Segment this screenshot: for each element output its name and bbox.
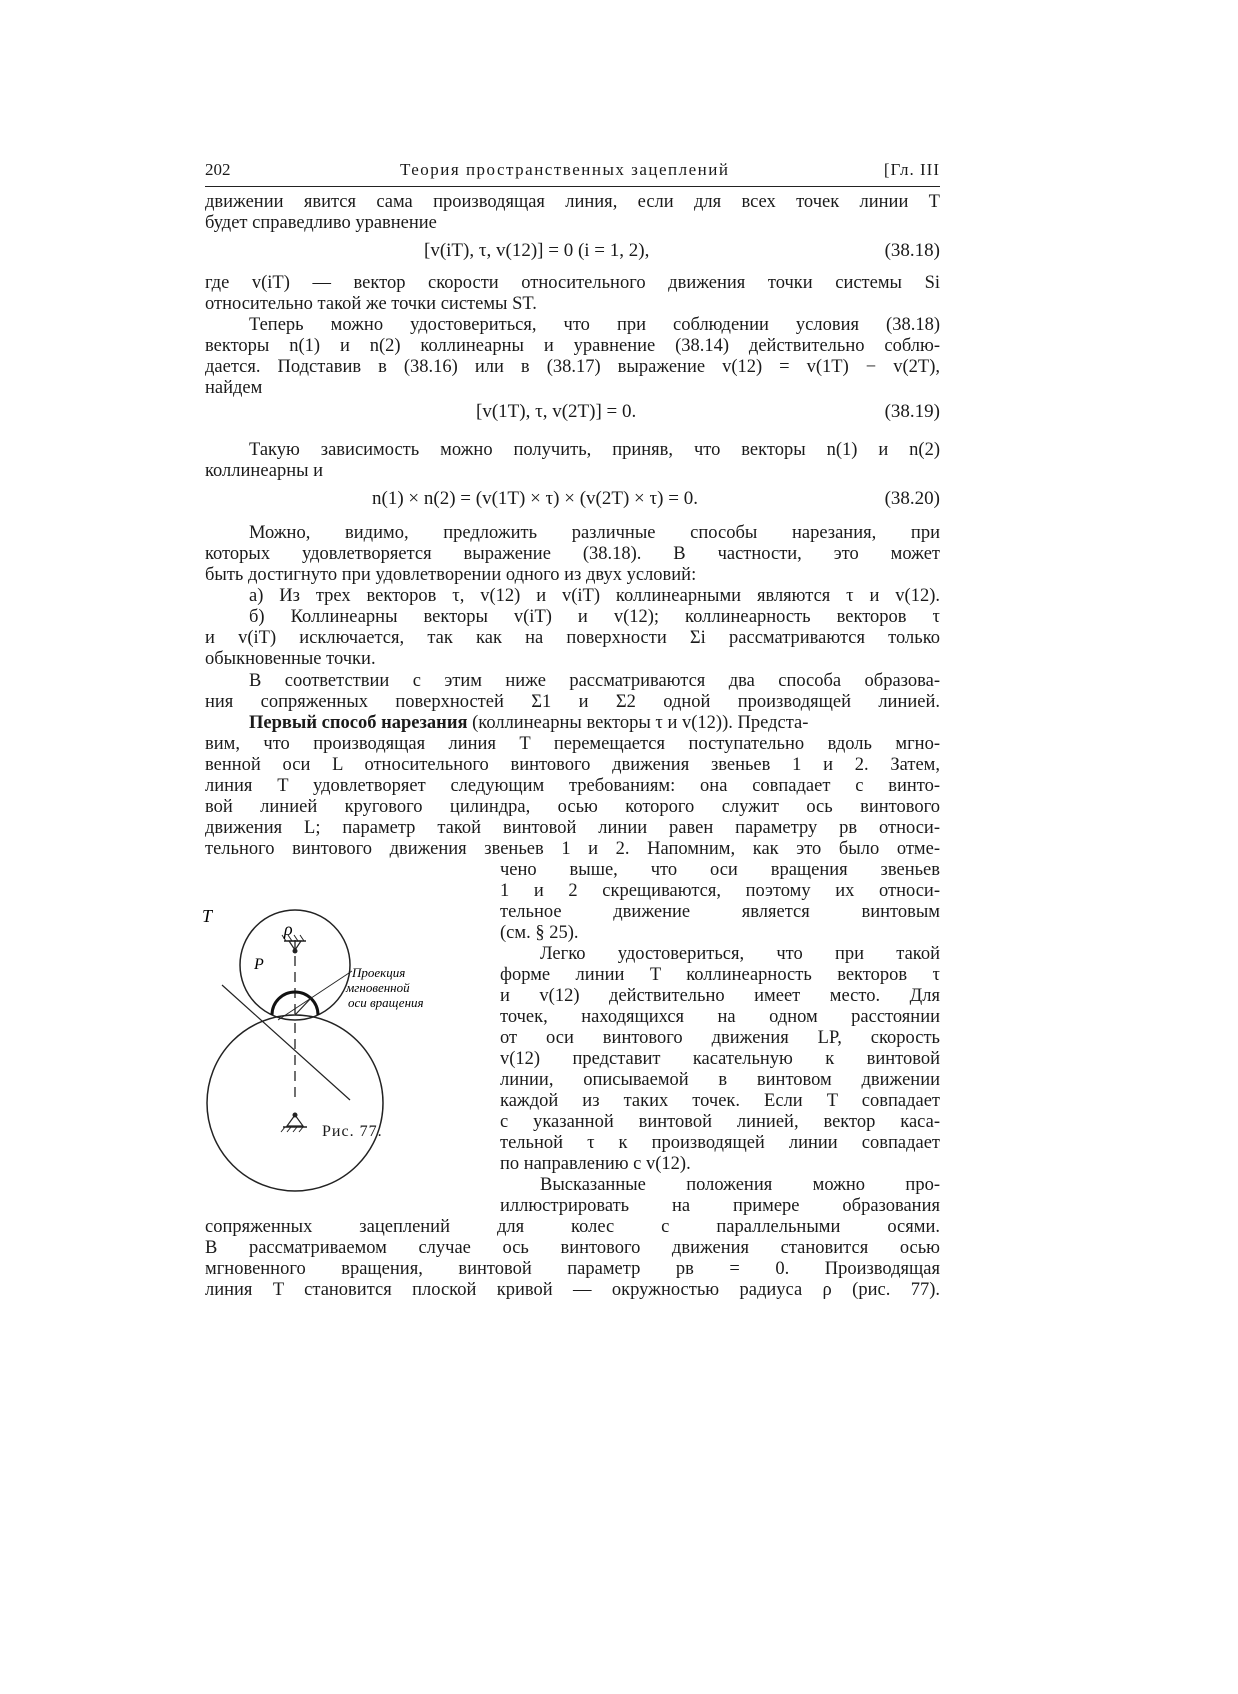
annotation-projection: Проекция bbox=[352, 965, 406, 980]
text-line bbox=[249, 712, 808, 734]
annotation-axis: оси вращения bbox=[348, 995, 424, 1010]
text-line: иллюстрировать на примере образования bbox=[500, 1196, 940, 1216]
text-line: форме линии T коллинеарность векторов τ bbox=[500, 965, 940, 985]
text-line: и v(12) действительно имеет место. Для bbox=[500, 986, 940, 1006]
label-rho: ρ bbox=[284, 919, 293, 939]
text-line: по направлению с v(12). bbox=[500, 1154, 691, 1174]
text-line: Такую зависимость можно получить, приняв, что векторы n(1) и n(2) bbox=[249, 440, 940, 460]
equation-38-20: n(1) × n(2) = (v(1T) × τ) × (v(2T) × τ) = 0. bbox=[372, 488, 698, 509]
text-line: линии, описываемой в винтовом движении bbox=[500, 1070, 940, 1090]
text-line: тельной τ к производящей линии совпадает bbox=[500, 1133, 940, 1153]
text-line: ния сопряженных поверхностей Σ1 и Σ2 одной производящей линией. bbox=[205, 692, 940, 712]
running-title: Теория пространственных зацеплений bbox=[400, 160, 730, 179]
text-line: коллинеарны и bbox=[205, 461, 324, 481]
text-line: точек, находящихся на одном расстоянии bbox=[500, 1007, 940, 1027]
text-line: векторы n(1) и n(2) коллинеарны и уравнение (38.14) действительно соблю- bbox=[205, 336, 940, 356]
text-line: венной оси L относительного винтового движения звеньев 1 и 2. Затем, bbox=[205, 755, 940, 775]
text-line: тельного винтового движения звеньев 1 и 2. Напомним, как это было отме- bbox=[205, 839, 940, 859]
text-line: а) Из трех векторов τ, v(12) и v(iT) коллинеарными являются τ и v(12). bbox=[249, 586, 940, 606]
text-line: чено выше, что оси вращения звеньев bbox=[500, 860, 940, 880]
text-line: Теперь можно удостовериться, что при соблюдении условия (38.18) bbox=[249, 315, 940, 335]
running-header bbox=[205, 160, 940, 187]
text-line: Можно, видимо, предложить различные способы нарезания, при bbox=[249, 523, 940, 543]
section-heading-rest: (коллинеарны векторы τ и v(12)). Предста- bbox=[467, 713, 809, 733]
text-line: б) Коллинеарны векторы v(iT) и v(12); коллинеарность векторов τ bbox=[249, 607, 940, 627]
upper-center bbox=[293, 949, 298, 954]
text-line: Легко удостовериться, что при такой bbox=[540, 944, 940, 964]
text-line: Высказанные положения можно про- bbox=[540, 1175, 940, 1195]
text-line: дается. Подставив в (38.16) или в (38.17) выражение v(12) = v(1T) − v(2T), bbox=[205, 357, 940, 377]
equation-38-18: [v(iT), τ, v(12)] = 0 (i = 1, 2), bbox=[424, 240, 650, 261]
section-heading: Первый способ нарезания bbox=[249, 713, 468, 733]
text-line: В рассматриваемом случае ось винтового движения становится осью bbox=[205, 1238, 940, 1258]
page-number: 202 bbox=[205, 160, 231, 179]
text-line: каждой из таких точек. Если T совпадает bbox=[500, 1091, 940, 1111]
text-line: которых удовлетворяется выражение (38.18). В частности, это может bbox=[205, 544, 940, 564]
text-line: тельное движение является винтовым bbox=[500, 902, 940, 922]
text-line: и v(iT) исключается, так как на поверхности Σi рассматриваются только bbox=[205, 628, 940, 648]
text-line: относительно такой же точки системы ST. bbox=[205, 294, 537, 314]
annotation-instant: мгновенной bbox=[346, 980, 410, 995]
equation-number: (38.20) bbox=[884, 488, 940, 509]
figure-77-gear-diagram bbox=[200, 905, 500, 1205]
text-line: обыкновенные точки. bbox=[205, 649, 376, 669]
text-line: v(12) представит касательную к винтовой bbox=[500, 1049, 940, 1069]
text-line: от оси винтового движения LP, скорость bbox=[500, 1028, 940, 1048]
text-line: с указанной винтовой линией, вектор каса- bbox=[500, 1112, 940, 1132]
text-line: быть достигнуто при удовлетворении одного из двух условий: bbox=[205, 565, 697, 585]
text-line: мгновенного вращения, винтовой параметр pв = 0. Производящая bbox=[205, 1259, 940, 1279]
tangent-line-T bbox=[222, 985, 350, 1100]
text-line: найдем bbox=[205, 378, 263, 398]
equation-number: (38.19) bbox=[884, 401, 940, 422]
figure-caption: Рис. 77. bbox=[322, 1123, 383, 1140]
text-line: В соответствии с этим ниже рассматриваются два способа образова- bbox=[249, 671, 940, 691]
chapter-label: [Гл. III bbox=[883, 160, 940, 179]
text-line: движении явится сама производящая линия, если для всех точек линии T bbox=[205, 192, 940, 212]
text-line: вой линией кругового цилиндра, осью которого служит ось винтового bbox=[205, 797, 940, 817]
text-line: вим, что производящая линия T перемещается поступательно вдоль мгно- bbox=[205, 734, 940, 754]
text-line: движения L; параметр такой винтовой линии равен параметру pв относи- bbox=[205, 818, 940, 838]
text-line: где v(iT) — вектор скорости относительного движения точки системы Si bbox=[205, 273, 940, 293]
text-line: линия T становится плоской кривой — окружностью радиуса ρ (рис. 77). bbox=[205, 1280, 940, 1300]
label-T: T bbox=[202, 906, 213, 926]
text-line: будет справедливо уравнение bbox=[205, 213, 437, 233]
equation-38-19: [v(1T), τ, v(2T)] = 0. bbox=[476, 401, 637, 422]
text-line: линия T удовлетворяет следующим требованиям: она совпадает с винто- bbox=[205, 776, 940, 796]
text-line: 1 и 2 скрещиваются, поэтому их относи- bbox=[500, 881, 940, 901]
text-line: сопряженных зацеплений для колес с параллельными осями. bbox=[205, 1217, 940, 1237]
equation-number: (38.18) bbox=[884, 240, 940, 261]
label-P: P bbox=[254, 956, 264, 973]
text-line: (см. § 25). bbox=[500, 923, 579, 943]
